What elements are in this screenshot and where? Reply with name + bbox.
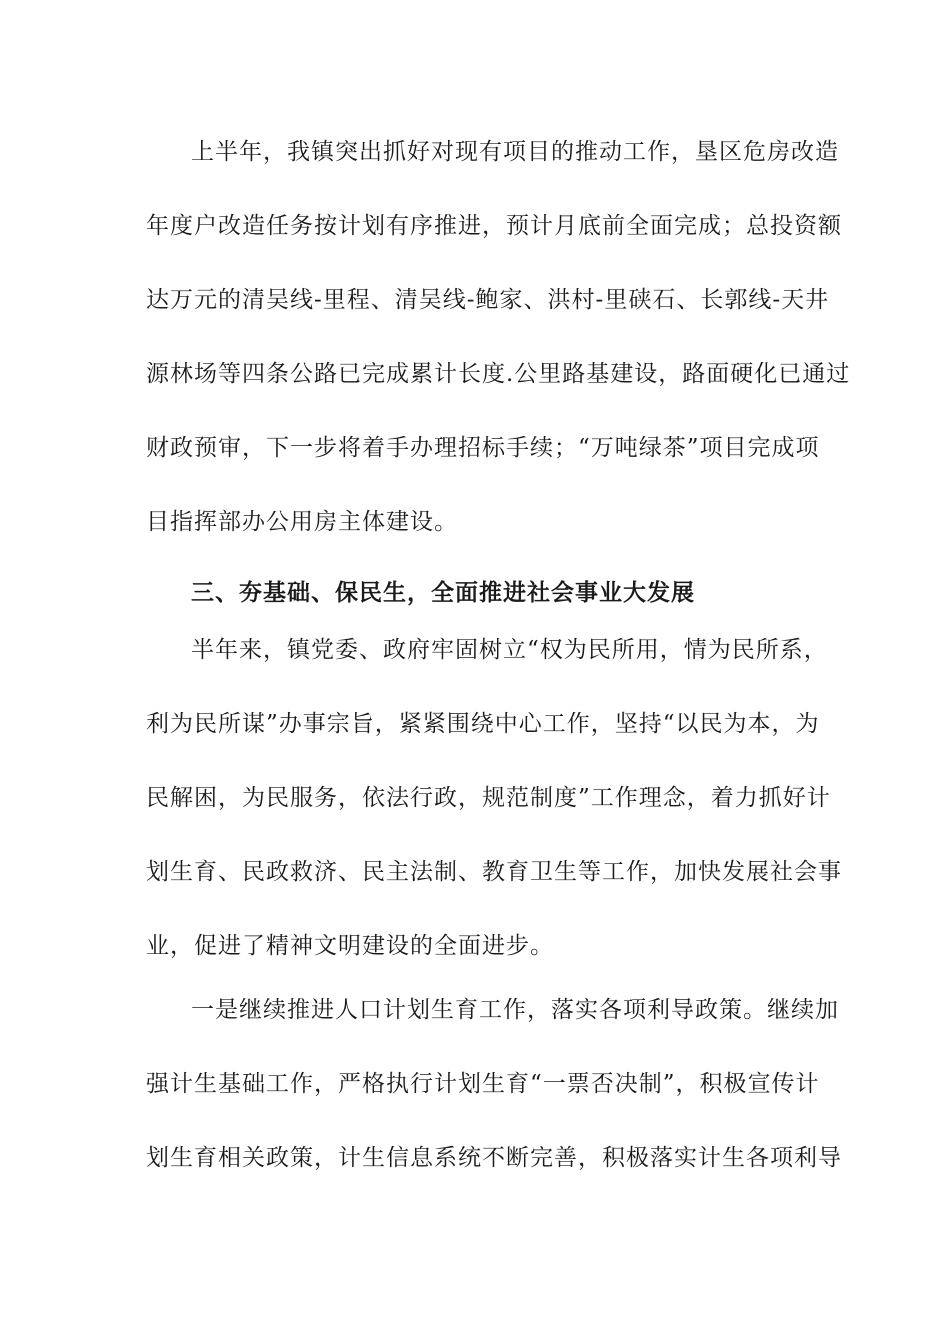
paragraph-line: 达万元的清吴线-里程、清吴线-鲍家、洪村-里硖石、长郭线-天井: [146, 287, 830, 313]
paragraph-line: 上半年，我镇突出抓好对现有项目的推动工作，垦区危房改造: [191, 139, 839, 165]
section-heading: 三、夯基础、保民生，全面推进社会事业大发展: [191, 580, 695, 606]
paragraph-line: 划生育、民政救济、民主法制、教育卫生等工作，加快发展社会事: [146, 859, 842, 885]
paragraph-line: 源林场等四条公路已完成累计长度.公里路基建设，路面硬化已通过: [146, 361, 851, 387]
paragraph-line: 划生育相关政策，计生信息系统不断完善，积极落实计生各项利导: [146, 1145, 842, 1171]
paragraph-line: 年度户改造任务按计划有序推进，预计月底前全面完成；总投资额: [146, 213, 842, 239]
paragraph-line: 半年来，镇党委、政府牢固树立“权为民所用，情为民所系，: [191, 637, 828, 663]
paragraph-line: 目指挥部办公用房主体建设。: [146, 509, 458, 535]
paragraph-line: 业，促进了精神文明建设的全面进步。: [146, 933, 554, 959]
paragraph-line: 强计生基础工作，严格执行计划生育“一票否决制”，积极宣传计: [146, 1071, 820, 1097]
paragraph-line: 财政预审，下一步将着手办理招标手续；“万吨绿茶”项目完成项: [146, 435, 820, 461]
paragraph-line: 民解困，为民服务，依法行政，规范制度”工作理念，着力抓好计: [146, 785, 831, 811]
paragraph-line: 利为民所谋”办事宗旨，紧紧围绕中心工作，坚持“以民为本，为: [146, 711, 820, 737]
paragraph-line: 一是继续推进人口计划生育工作，落实各项利导政策。继续加: [191, 997, 839, 1023]
